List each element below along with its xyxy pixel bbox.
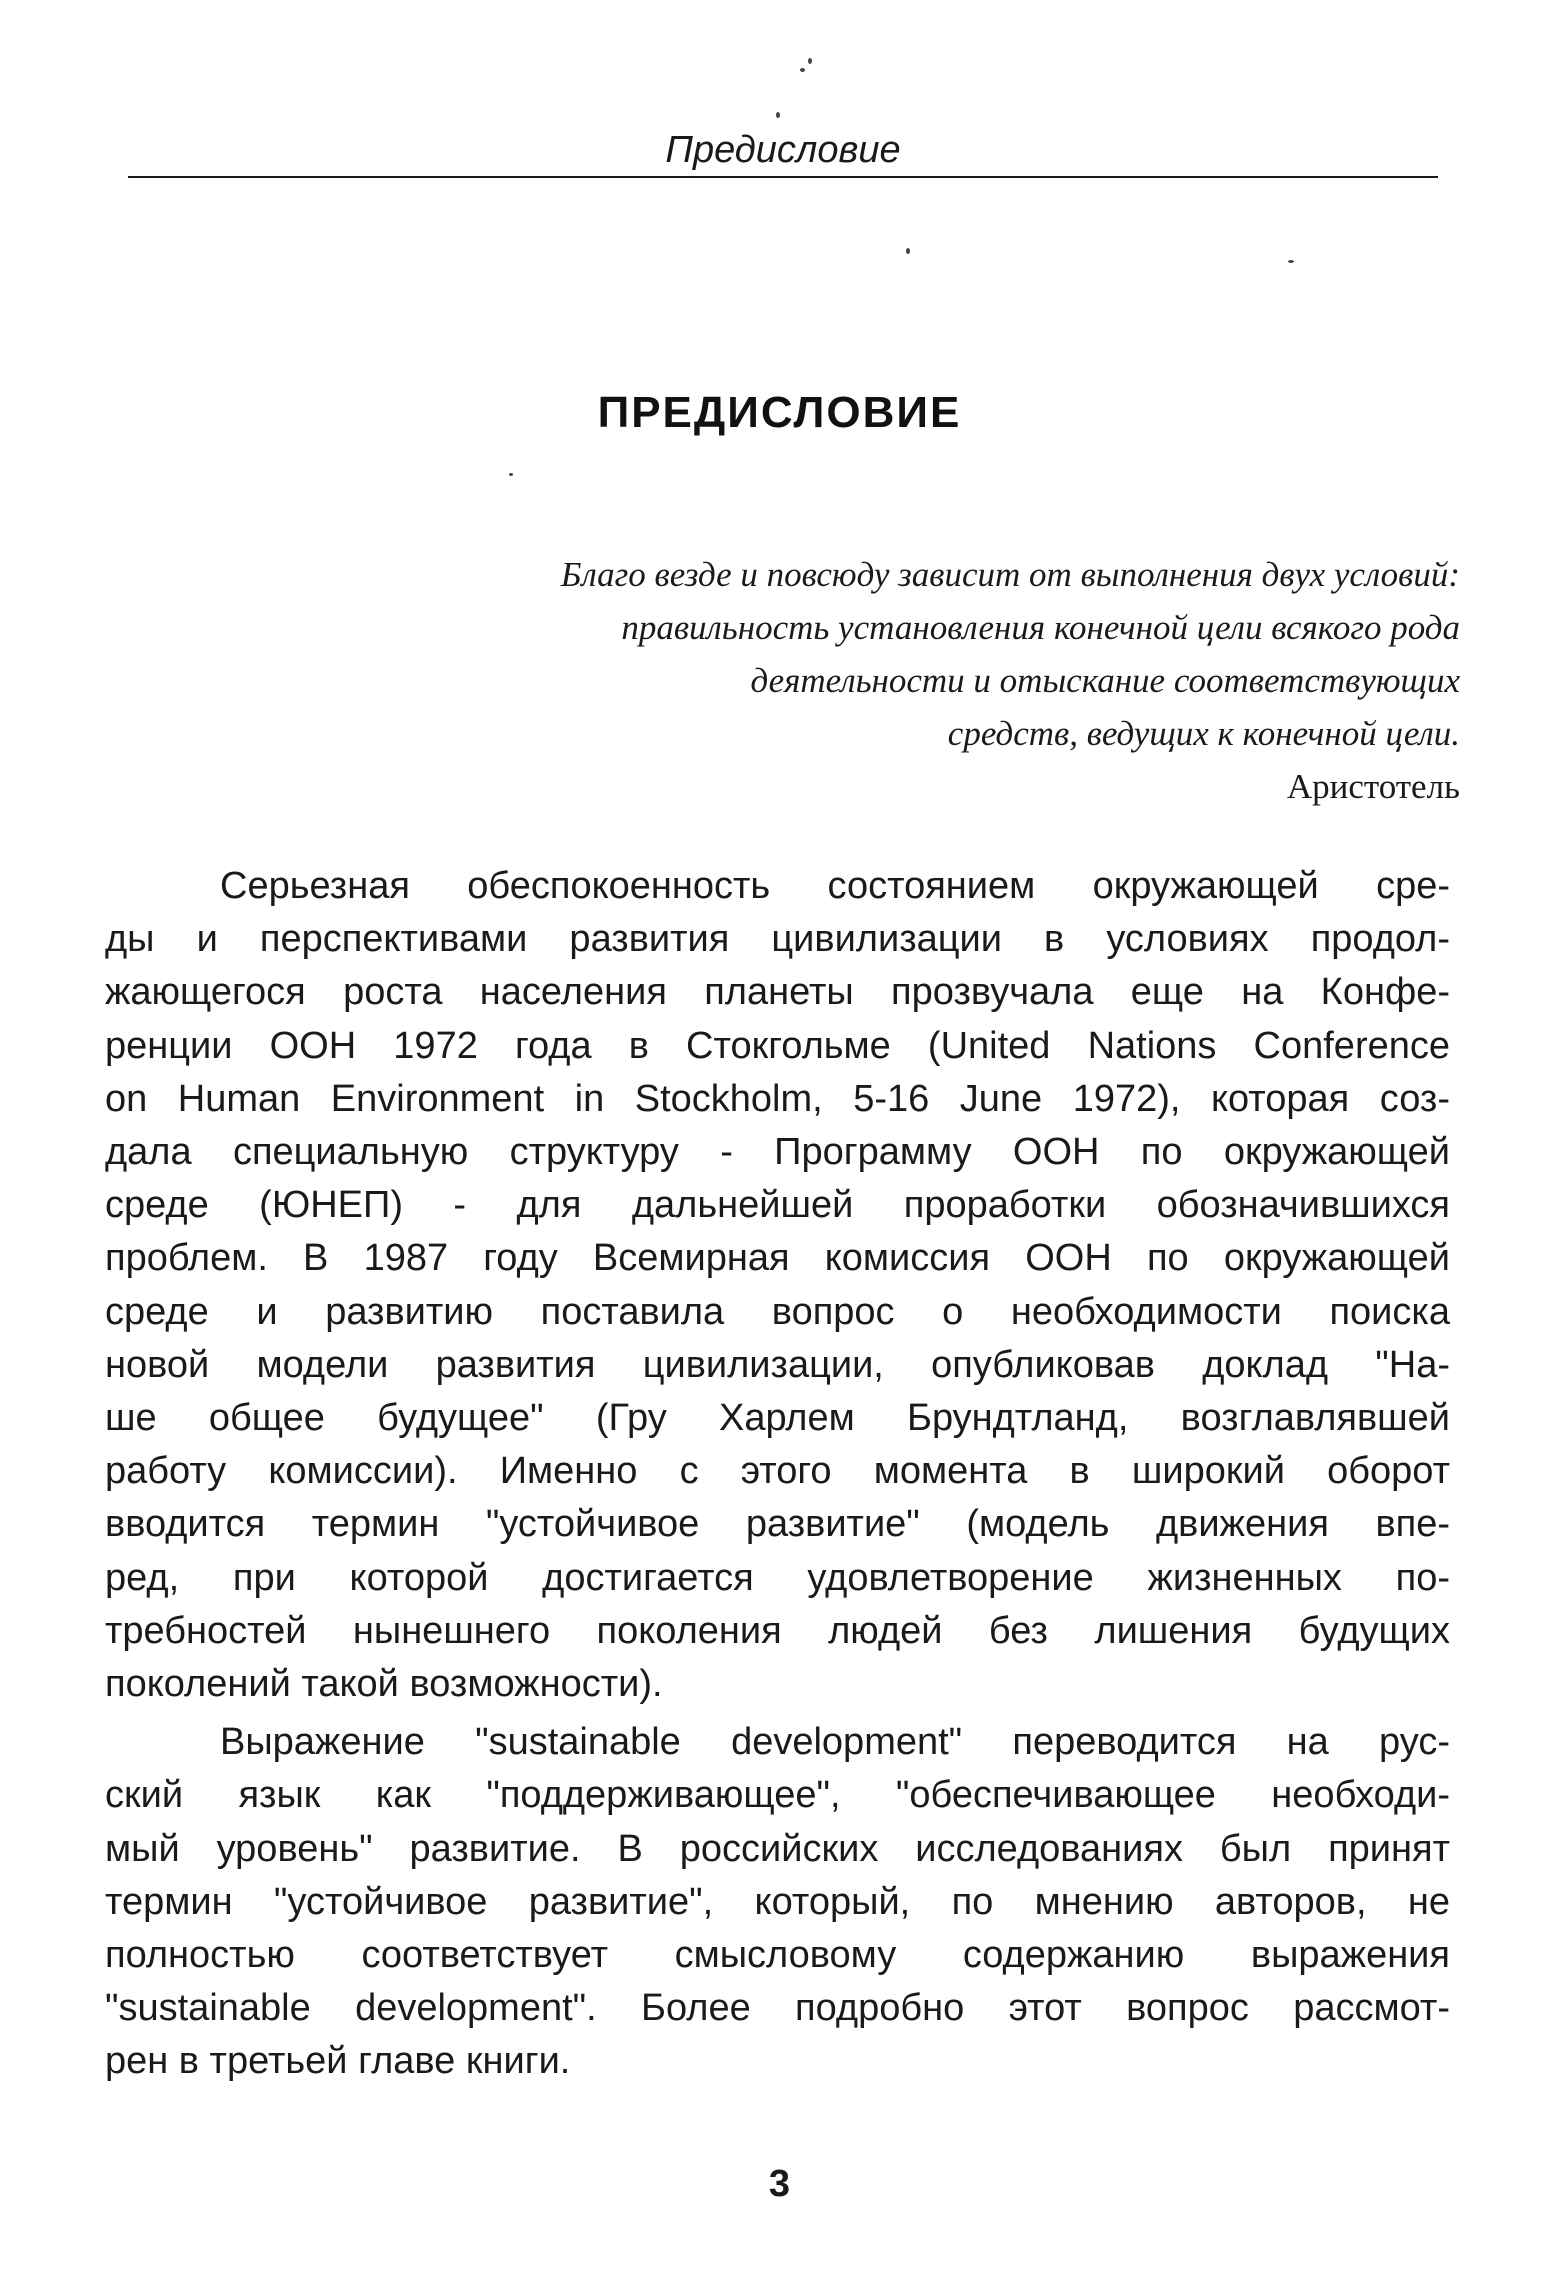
text-line: ренции ООН 1972 года в Стокгольме (United Nations Conference — [105, 1024, 1450, 1067]
scan-speck — [509, 473, 513, 476]
scan-speck — [1288, 260, 1294, 263]
epigraph-author: Аристотель — [1286, 767, 1460, 806]
text-line: требностей нынешнего поколения людей без лишения будущих — [105, 1609, 1450, 1652]
text-line: Выражение "sustainable development" переводится на рус- — [220, 1721, 1450, 1764]
body-text — [105, 860, 1450, 2094]
epigraph-line: средств, ведущих к конечной цели. — [947, 714, 1460, 753]
text-line: Серьезная обеспокоенность состоянием окружающей сре- — [220, 865, 1450, 907]
epigraph-line: деятельности и отыскание соответствующих — [750, 661, 1460, 700]
running-header — [128, 128, 1438, 180]
text-line: среде и развитию поставила вопрос о необходимости поиска — [105, 1290, 1450, 1333]
scan-speck — [808, 58, 812, 64]
text-line: полностью соответствует смысловому содержанию выражения — [105, 1934, 1450, 1977]
page-number: 3 — [768, 2163, 791, 2205]
text-line: термин "устойчивое развитие", который, по мнению авторов, не — [105, 1880, 1450, 1923]
text-line: рен в третьей главе книги. — [105, 2040, 571, 2083]
text-line: работу комиссии). Именно с этого момента в широкий оборот — [105, 1450, 1450, 1493]
text-line: вводится термин "устойчивое развитие" (модель движения впе- — [105, 1503, 1450, 1546]
header-rule — [128, 176, 1438, 178]
text-line: ше общее будущее" (Гру Харлем Брундтланд, возглавлявшей — [105, 1397, 1450, 1440]
epigraph-line: правильность установления конечной цели всякого рода — [621, 608, 1460, 647]
text-line: ды и перспективами развития цивилизации в условиях продол- — [105, 918, 1450, 961]
text-line: "sustainable development". Более подробно этот вопрос рассмот- — [105, 1987, 1450, 2030]
text-line: новой модели развития цивилизации, опубликовав доклад "На- — [105, 1343, 1450, 1386]
text-line: ред, при которой достигается удовлетворение жизненных по- — [105, 1556, 1450, 1599]
text-line: on Human Environment in Stockholm, 5-16 June 1972), которая соз- — [105, 1077, 1450, 1120]
text-line: среде (ЮНЕП) - для дальнейшей проработки обозначившихся — [105, 1184, 1450, 1227]
epigraph — [330, 548, 1460, 814]
text-line: дала специальную структуру - Программу ООН по окружающей — [105, 1131, 1450, 1174]
paragraph — [105, 860, 1450, 1711]
scan-speck — [776, 112, 780, 118]
running-title: Предисловие — [665, 129, 901, 171]
text-line: проблем. В 1987 году Всемирная комиссия ООН по окружающей — [105, 1237, 1450, 1280]
text-line: поколений такой возможности). — [105, 1663, 663, 1706]
chapter-title: ПРЕДИСЛОВИЕ — [597, 388, 962, 437]
scan-speck — [800, 68, 805, 72]
text-line: жающегося роста населения планеты прозвучала еще на Конфе- — [105, 971, 1450, 1014]
paragraph — [105, 1716, 1450, 2088]
text-line: мый уровень" развитие. В российских исследованиях был принят — [105, 1827, 1450, 1870]
text-line: ский язык как "поддерживающее", "обеспечивающее необходи- — [105, 1774, 1450, 1817]
scan-speck — [906, 248, 910, 254]
epigraph-line: Благо везде и повсюду зависит от выполнения двух условий: — [560, 555, 1460, 594]
